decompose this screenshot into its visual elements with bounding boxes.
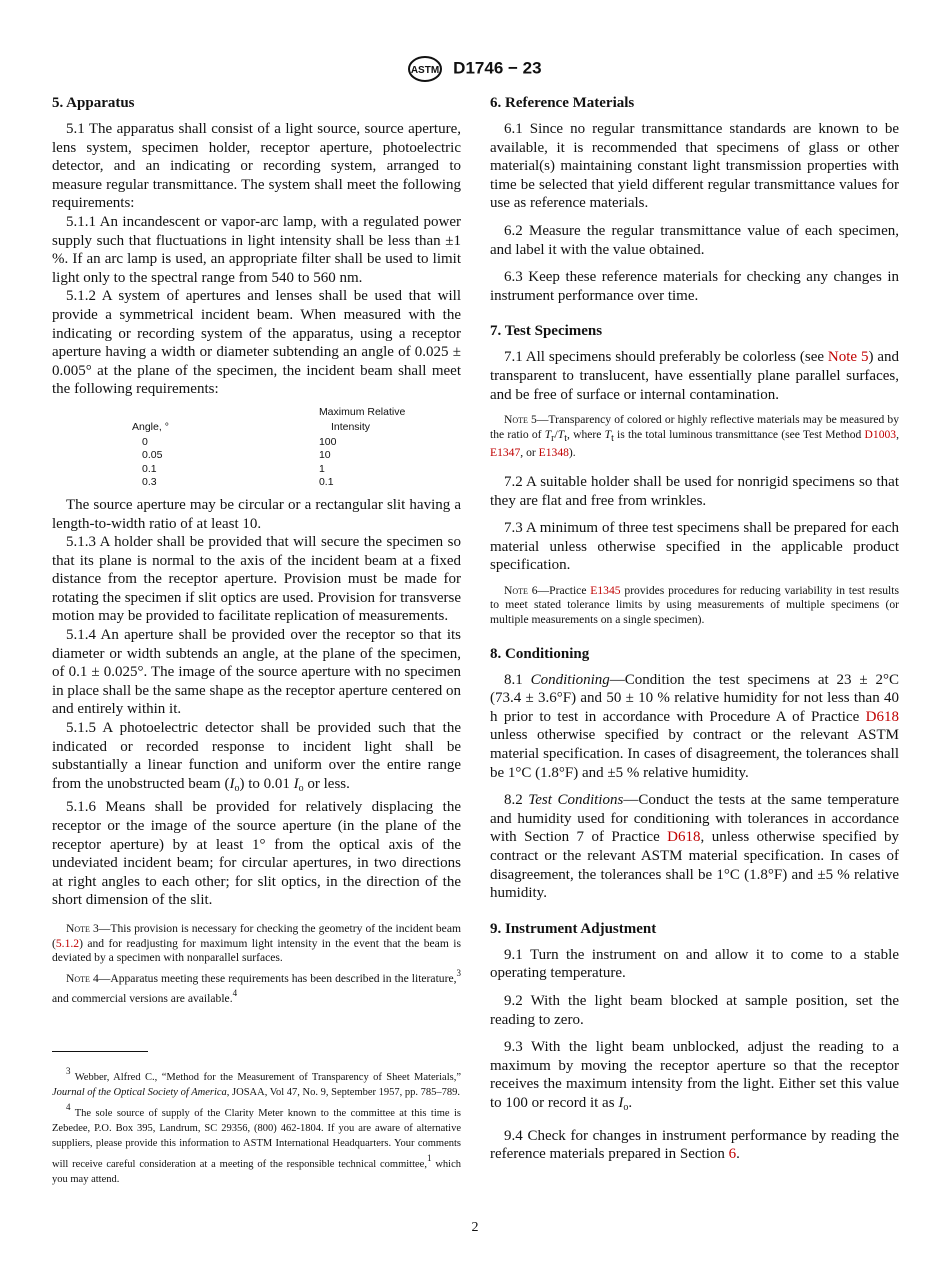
paragraph [490, 946, 899, 983]
text-run: 6.3 Keep these reference materials for checking any changes in instrument performance over time. [490, 269, 899, 304]
text-run: ) to 0.01 [239, 775, 294, 792]
paragraph [52, 120, 461, 213]
note [52, 922, 461, 966]
text-run: 4 [66, 1102, 71, 1113]
intensity-cell: 100 [318, 435, 337, 448]
note-5 [490, 413, 899, 461]
footnote [52, 1100, 461, 1188]
note-6 [490, 584, 899, 628]
text-run: The sole source of supply of the Clarity Meter known to the committee at this time is Zebedee, P.O. Box 395, Landrum, SC 29356, (800) 462-1804. If you are aware of alternative suppliers, please provide this information to ASTM International Headquarters. Your comments will receive careful consideration at a meeting of the responsible technical committee, [52, 1108, 461, 1171]
text-run: Test Conditions [528, 792, 624, 809]
text-run: ) and for readjusting for maximum light intensity in the event that the beam is deviated by a specimen with nonparallel surfaces. [52, 936, 461, 965]
document-designation: D1746 − 23 [453, 58, 542, 78]
note [52, 966, 461, 1007]
paragraph [490, 120, 899, 213]
text-run: 3—This provision is necessary for checking the geometry of the incident beam ( [52, 921, 461, 950]
text-run: Note [504, 413, 528, 427]
paragraph [52, 533, 461, 626]
text-run: Journal of the Optical Society of America [52, 1086, 227, 1098]
text-run: —Condition the test specimens at 23 ± 2°C (73.4 ± 3.6°F) and 50 ± 10 % relative humidity for not less than 40 h prior to test in accordance with Procedure A of Practice [490, 671, 899, 725]
paragraph [490, 671, 899, 783]
angle-cell: 0.1 [142, 462, 157, 475]
footnote [52, 1064, 461, 1100]
text-run: Note [66, 921, 90, 935]
left-column [52, 93, 461, 1188]
angle-cell: 0.3 [142, 476, 157, 489]
paragraph [52, 719, 461, 798]
section-5-heading: 5. Apparatus [52, 95, 135, 111]
cross-reference-link[interactable]: Note 5 [827, 349, 869, 366]
text-run: . [628, 1094, 633, 1111]
section-8-heading: 8. Conditioning [490, 645, 590, 662]
text-run: , where [566, 427, 605, 441]
cross-reference-link[interactable]: E1347 [490, 446, 521, 460]
text-run: 3 [456, 967, 461, 978]
text-run: 9.3 With the light beam unblocked, adjust the reading to a maximum by moving the receptor aperture so that the receptor receives the maximum intensity from the light. Either set this value to 100 or record it as [490, 1039, 899, 1111]
text-run: The source aperture may be circular or a rectangular slit having a length-to-width ratio of at least 10. [52, 496, 461, 532]
cross-reference-link[interactable]: D1003 [864, 427, 897, 441]
cross-reference-link[interactable]: D618 [667, 829, 701, 846]
text-run: 8.1 [504, 671, 531, 688]
page-header [0, 56, 950, 82]
paragraph [490, 348, 899, 404]
intensity-cell: 1 [318, 462, 325, 475]
text-run: . [736, 1146, 740, 1163]
text-run: 5.1 The apparatus shall consist of a light source, source aperture, lens system, specimen holder, receptor aperture, photoelectric detector, and an indicating or recording system, arranged to measure regular transmittance. The system shall meet the following requirements: [52, 121, 461, 212]
table-row [132, 436, 461, 450]
beam-intensity-table [132, 405, 461, 490]
text-run: / [554, 427, 558, 441]
page-number: 2 [471, 1220, 479, 1235]
table-header-intensity-2: Intensity [330, 421, 371, 434]
text-run: T [604, 427, 612, 441]
text-run: and commercial versions are available. [52, 992, 233, 1006]
text-run: 7.3 A minimum of three test specimens shall be prepared for each material unless otherwise specified in the applicable product specification. [490, 520, 899, 574]
text-run: o [234, 782, 240, 794]
section-7-paragraph-1 [490, 348, 899, 404]
section-7-paragraphs [490, 473, 899, 575]
cross-reference-link[interactable]: 5.1.2 [55, 936, 80, 950]
table-row [132, 463, 461, 477]
text-run: provides procedures for reducing variability in test results to meet stated tolerance limits by using measurements of multiple specimens (or multiple measurements on a single specimen). [490, 583, 899, 627]
angle-cell: 0.05 [142, 449, 163, 462]
section-5-paragraphs-cont [52, 496, 461, 910]
text-run: ) and transparent to translucent, have essentially plane parallel surfaces, and be free of surface or internal contamination. [490, 349, 899, 403]
text-run: 7.2 A suitable holder shall be used for nonrigid specimens so that they are flat and free from wrinkles. [490, 473, 899, 509]
footnotes [52, 1064, 461, 1188]
right-column [490, 93, 899, 1173]
paragraph [490, 222, 899, 259]
text-run: Conditioning [530, 671, 610, 688]
section-5-paragraphs [52, 120, 461, 399]
text-run: , unless otherwise specified by contract or the relevant ASTM material specification. In cases of disagreement, the tolerances shall be 1°C (1.8°F) and ±5 % relative humidity. [490, 829, 899, 902]
text-run: 5.1.1 An incandescent or vapor-arc lamp, with a regulated power supply such that fluctuations in light intensity shall be less than ±1 %. If an arc lamp is used, an appropriate filter shall be used to limit light only to the spectral range from 540 to 560 nm. [52, 213, 461, 286]
table-row [132, 449, 461, 463]
text-run: 6.1 Since no regular transmittance standards are known to be available, it is recommended that specimens of glass or other material(s) maintaining constant light transmission properties with time be selected that yield different regular transmittance values for use as reference materials. [490, 121, 899, 212]
text-run: Note [504, 583, 528, 597]
angle-cell: 0 [142, 435, 148, 448]
section-7-heading: 7. Test Specimens [490, 323, 603, 340]
paragraph [52, 213, 461, 287]
text-run: o [298, 782, 304, 794]
text-run: , or [520, 446, 539, 460]
text-run: 5.1.4 An aperture shall be provided over the receptor so that its diameter or width subtends an angle, at the plane of the specimen, of 0.1 ± 0.025°. The image of the source aperture with no specimen in place shall be the same shape as the receptor aperture centered on and entirely within it. [52, 627, 461, 718]
cross-reference-link[interactable]: 6 [728, 1146, 737, 1163]
text-run: 5.1.3 A holder shall be provided that will secure the specimen so that its plane is normal to the axis of the incident beam at a fixed distance from the receptor aperture. Provision must be made for rotating the specimen if slit optics are used. Provision for transverse motion may be provided to facilitate replication of measurements. [52, 534, 461, 625]
text-run: 5.1.6 Means shall be provided for relatively displacing the receptor or the image of the source aperture (in the plane of the receptor aperture) by at least 1° from the optical axis of the undeviated incident beam; for circular apertures, in two directions at right angles to each other; for slit optics, in the direction of the short dimension of the slit. [52, 799, 461, 909]
section-6-heading: 6. Reference Materials [490, 95, 635, 111]
paragraph [52, 496, 461, 533]
cross-reference-link[interactable]: E1345 [590, 583, 621, 597]
notes-3-4 [52, 922, 461, 1007]
text-run: 5—Transparency of colored or highly reflective materials may be measured by the ratio of [490, 413, 899, 441]
text-run: 9.1 Turn the instrument on and allow it to come to a stable operating temperature. [490, 946, 899, 982]
table-header-angle: Angle, ° [132, 421, 169, 434]
text-run: 1 [426, 1153, 432, 1164]
text-run: 4—Apparatus meeting these requirements has been described in the literature, [89, 971, 457, 985]
svg-text:ASTM: ASTM [411, 65, 440, 76]
text-run: , [896, 427, 899, 441]
text-run: —Conduct the tests at the same temperature and humidity used for conditioning with tolerances in accordance with Section 7 of Practice [490, 792, 899, 846]
section-6-paragraphs [490, 120, 899, 305]
text-run: ). [568, 446, 576, 460]
table-row [132, 476, 461, 490]
text-run: t [611, 432, 614, 444]
section-9-paragraphs [490, 946, 899, 1164]
text-run: 5.1.2 A system of apertures and lenses shall be used that will provide a symmetrical incident beam. When measured with the indicating or recording system of the apparatus, using a receptor aperture having a width or diameter subtending an angle of 0.025 ± 0.005° at the plane of the specimen, the incident beam shall meet the following requirements: [52, 288, 461, 398]
paragraph [490, 268, 899, 305]
text-run: , JOSAA, Vol 47, No. 9, September 1957, pp. 785–789. [226, 1086, 461, 1098]
text-run: Webber, Alfred C., “Method for the Measurement of Transparency of Sheet Materials,” [70, 1071, 461, 1083]
paragraph [490, 473, 899, 510]
table-header-intensity-1: Maximum Relative [318, 405, 406, 418]
intensity-cell: 0.1 [318, 476, 334, 489]
text-run: which you may attend. [52, 1159, 461, 1186]
text-run: 5.1.5 A photoelectric detector shall be provided such that the indicated or recorded response to incident light shall be substantially a linear function and uniform over the entire range from the unobstructed beam ( [52, 720, 461, 792]
text-run: I [229, 775, 235, 792]
text-run: 3 [66, 1065, 71, 1076]
paragraph [490, 992, 899, 1029]
paragraph [490, 791, 899, 903]
text-run: t [564, 432, 567, 444]
text-run: 6—Practice [527, 583, 591, 597]
text-run: is the total luminous transmittance (see Test Method [613, 427, 865, 441]
paragraph [52, 798, 461, 910]
paragraph [490, 519, 899, 575]
intensity-cell: 10 [318, 449, 331, 462]
text-run: I [293, 775, 299, 792]
text-run: 4 [232, 988, 238, 999]
footnote-rule [52, 1051, 148, 1052]
text-run: r [551, 432, 555, 444]
text-run: unless otherwise specified by contract or the relevant ASTM material specification. In cases of disagreement, the tolerances shall be 1°C (1.8°F) and ±5 % relative humidity. [490, 727, 899, 781]
text-run: T [544, 427, 552, 441]
text-run: 6.2 Measure the regular transmittance value of each specimen, and label it with the value obtained. [490, 222, 899, 258]
note [490, 584, 899, 628]
section-8-paragraphs [490, 671, 899, 903]
text-run: Note [66, 971, 90, 985]
text-run: I [618, 1094, 624, 1111]
astm-logo-icon [408, 56, 442, 82]
text-run: o [623, 1101, 629, 1113]
note [490, 413, 899, 461]
paragraph [52, 287, 461, 399]
paragraph [52, 626, 461, 719]
text-run: T [557, 427, 565, 441]
section-9-heading: 9. Instrument Adjustment [490, 920, 657, 937]
paragraph [490, 1127, 899, 1164]
paragraph [490, 1038, 899, 1117]
text-run: 8.2 [504, 792, 529, 809]
text-run: 7.1 All specimens should preferably be colorless (see [504, 349, 828, 366]
text-run: 9.4 Check for changes in instrument performance by reading the reference materials prepared in Section [490, 1127, 899, 1163]
cross-reference-link[interactable]: D618 [865, 708, 899, 725]
text-run: 9.2 With the light beam blocked at sample position, set the reading to zero. [490, 992, 899, 1028]
cross-reference-link[interactable]: E1348 [538, 446, 569, 460]
text-run: or less. [303, 775, 350, 792]
